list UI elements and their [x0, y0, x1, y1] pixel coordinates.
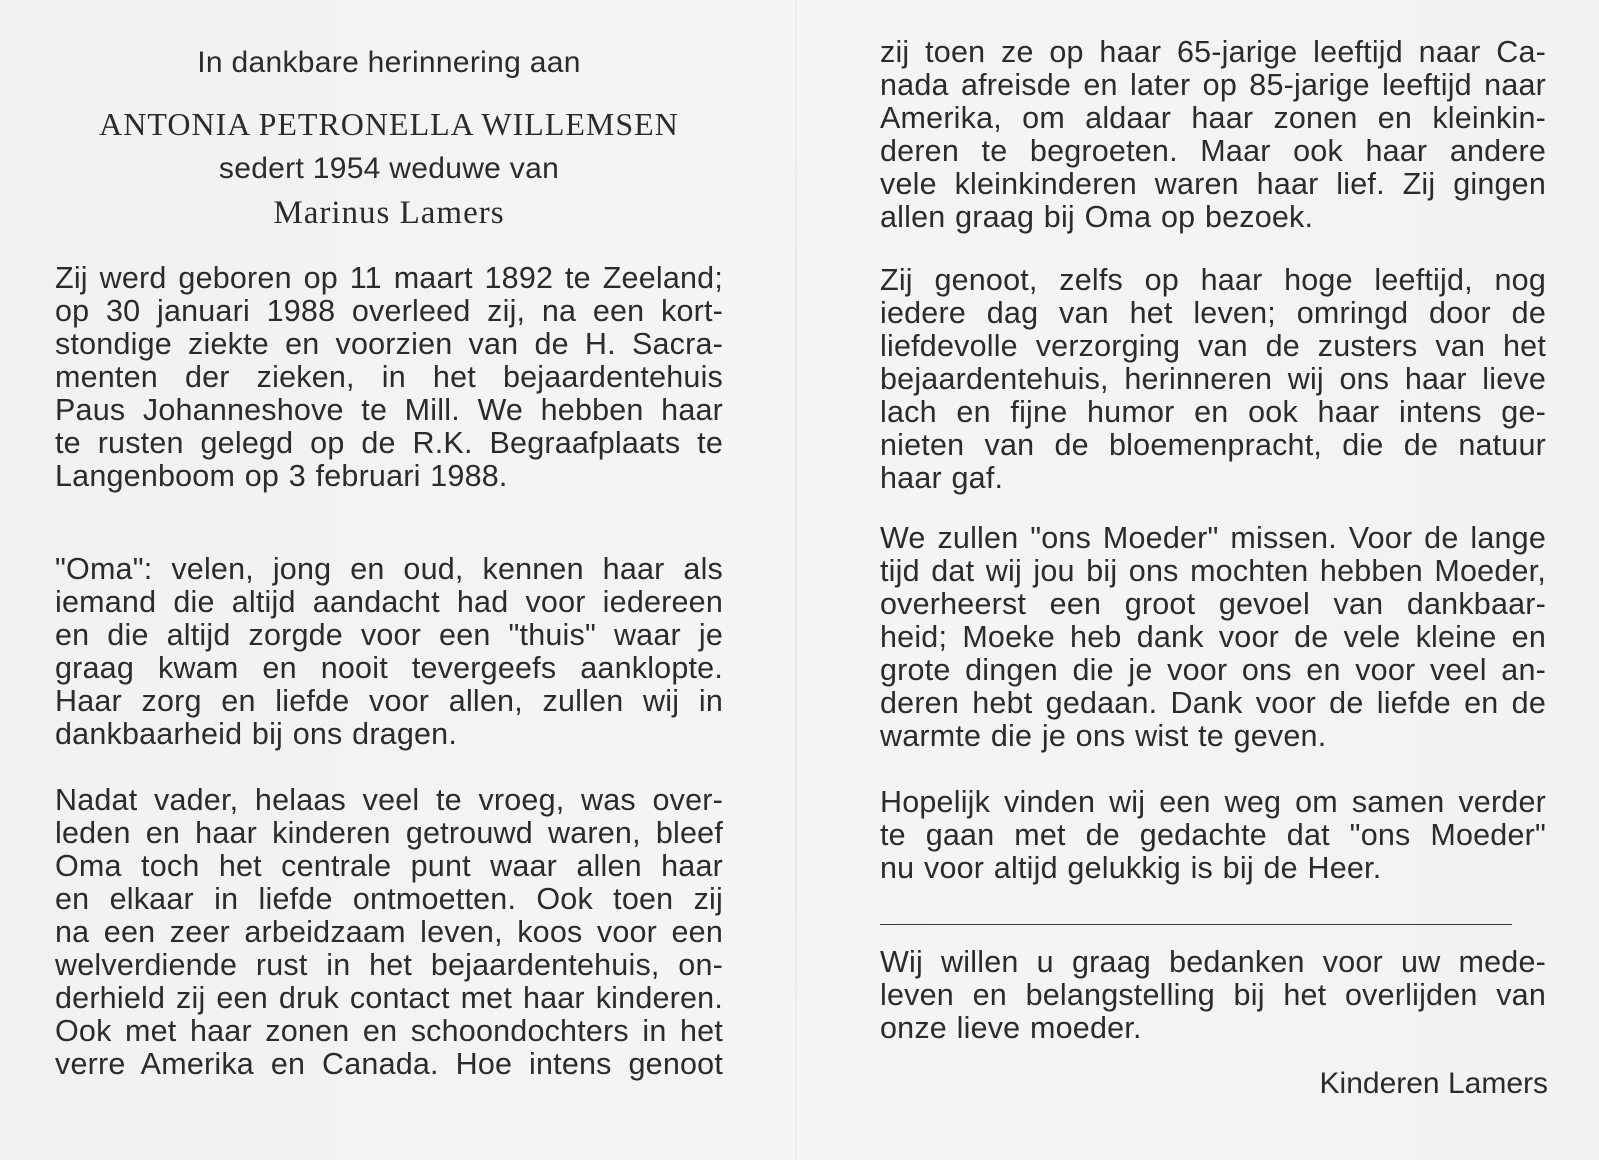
- intro-line: In dankbare herinnering aan: [197, 46, 581, 79]
- text-line: Wij willen u graag bedanken voor uw mede-: [880, 945, 1546, 979]
- text-line: menten der zieken, in het bejaardentehuis: [55, 360, 723, 394]
- text-line: verre Amerika en Canada. Hoe intens genoot: [55, 1047, 723, 1081]
- divider-line: [880, 924, 1512, 925]
- text-line: zij toen ze op haar 65-jarige leeftijd naar Ca-: [880, 35, 1546, 69]
- text-line: nu voor altijd gelukkig is bij de Heer.: [880, 851, 1382, 885]
- text-line: op 30 januari 1988 overleed zij, na een kort-: [55, 294, 723, 328]
- text-line: Zij genoot, zelfs op haar hoge leeftijd, nog: [880, 263, 1546, 297]
- text-line: Langenboom op 3 februari 1988.: [55, 459, 508, 493]
- text-line: vele kleinkinderen waren haar lief. Zij gingen: [880, 167, 1546, 201]
- text-line: tijd dat wij jou bij ons mochten hebben Moeder,: [880, 554, 1546, 588]
- text-line: na een zeer arbeidzaam leven, koos voor een: [55, 915, 723, 949]
- text-line: overheerst een groot gevoel van dankbaar-: [880, 587, 1546, 621]
- text-line: haar gaf.: [880, 461, 1004, 495]
- text-line: Ook met haar zonen en schoondochters in het: [55, 1014, 723, 1048]
- text-line: leven en belangstelling bij het overlijden van: [880, 978, 1546, 1012]
- text-line: "Oma": velen, jong en oud, kennen haar als: [55, 552, 723, 586]
- text-line: leden en haar kinderen getrouwd waren, bleef: [55, 816, 723, 850]
- paragraph-thanks: [880, 946, 1546, 1045]
- deceased-name: ANTONIA PETRONELLA WILLEMSEN: [99, 106, 679, 142]
- paragraph-father-passed: [55, 784, 723, 1081]
- text-line: en die altijd zorgde voor een "thuis" waar je: [55, 618, 723, 652]
- text-line: Oma toch het centrale punt waar allen haar: [55, 849, 723, 883]
- text-line: stondige ziekte en voorzien van de H. Sacra-: [55, 327, 723, 361]
- paragraph-birth-death: [55, 262, 723, 493]
- text-line: onze lieve moeder.: [880, 1011, 1142, 1045]
- text-line: bejaardentehuis, herinneren wij ons haar lieve: [880, 362, 1546, 396]
- paragraph-hope: [880, 786, 1546, 885]
- text-line: en elkaar in liefde ontmoetten. Ook toen zij: [55, 882, 723, 916]
- text-line: Hopelijk vinden wij een weg om samen verder: [880, 785, 1546, 819]
- text-line: nieten van de bloemenpracht, die de natuur: [880, 428, 1546, 462]
- paragraph-enjoyed-life: [880, 264, 1546, 495]
- text-line: Paus Johanneshove te Mill. We hebben haar: [55, 393, 723, 427]
- text-line: welverdiende rust in het bejaardentehuis, on-: [55, 948, 723, 982]
- paragraph-miss-mother: [880, 522, 1546, 753]
- text-line: warmte die je ons wist te geven.: [880, 719, 1327, 753]
- text-line: iedere dag van het leven; omringd door de: [880, 296, 1546, 330]
- text-line: allen graag bij Oma op bezoek.: [880, 200, 1314, 234]
- text-line: liefdevolle verzorging van de zusters van het: [880, 329, 1546, 363]
- paragraph-oma: [55, 553, 723, 751]
- husband-name: Marinus Lamers: [273, 195, 505, 231]
- text-line: te gaan met de gedachte dat "ons Moeder": [880, 818, 1546, 852]
- widow-since-line: sedert 1954 weduwe van: [218, 152, 560, 185]
- text-line: lach en fijne humor en ook haar intens ge-: [880, 395, 1546, 429]
- text-line: dankbaarheid bij ons dragen.: [55, 717, 458, 751]
- text-line: heid; Moeke heb dank voor de vele kleine en: [880, 620, 1546, 654]
- text-line: derhield zij een druk contact met haar kinderen.: [55, 981, 723, 1015]
- text-line: nada afreisde en later op 85-jarige leeftijd naar: [880, 68, 1546, 102]
- signature: Kinderen Lamers: [1319, 1067, 1548, 1100]
- text-line: Zij werd geboren op 11 maart 1892 te Zeeland;: [55, 261, 723, 295]
- text-line: iemand die altijd aandacht had voor iedereen: [55, 585, 723, 619]
- text-line: Amerika, om aldaar haar zonen en kleinkin-: [880, 101, 1546, 135]
- text-line: grote dingen die je voor ons en voor veel an-: [880, 653, 1546, 687]
- text-line: Nadat vader, helaas veel te vroeg, was over-: [55, 783, 723, 817]
- paragraph-travels: [880, 36, 1546, 234]
- text-line: te rusten gelegd op de R.K. Begraafplaats te: [55, 426, 723, 460]
- text-line: deren te begroeten. Maar ook haar andere: [880, 134, 1546, 168]
- card-fold-line: [795, 0, 797, 1160]
- text-line: We zullen "ons Moeder" missen. Voor de lange: [880, 521, 1546, 555]
- text-line: deren hebt gedaan. Dank voor de liefde en de: [880, 686, 1546, 720]
- text-line: Haar zorg en liefde voor allen, zullen wij in: [55, 684, 723, 718]
- text-line: graag kwam en nooit tevergeefs aanklopte.: [55, 651, 723, 685]
